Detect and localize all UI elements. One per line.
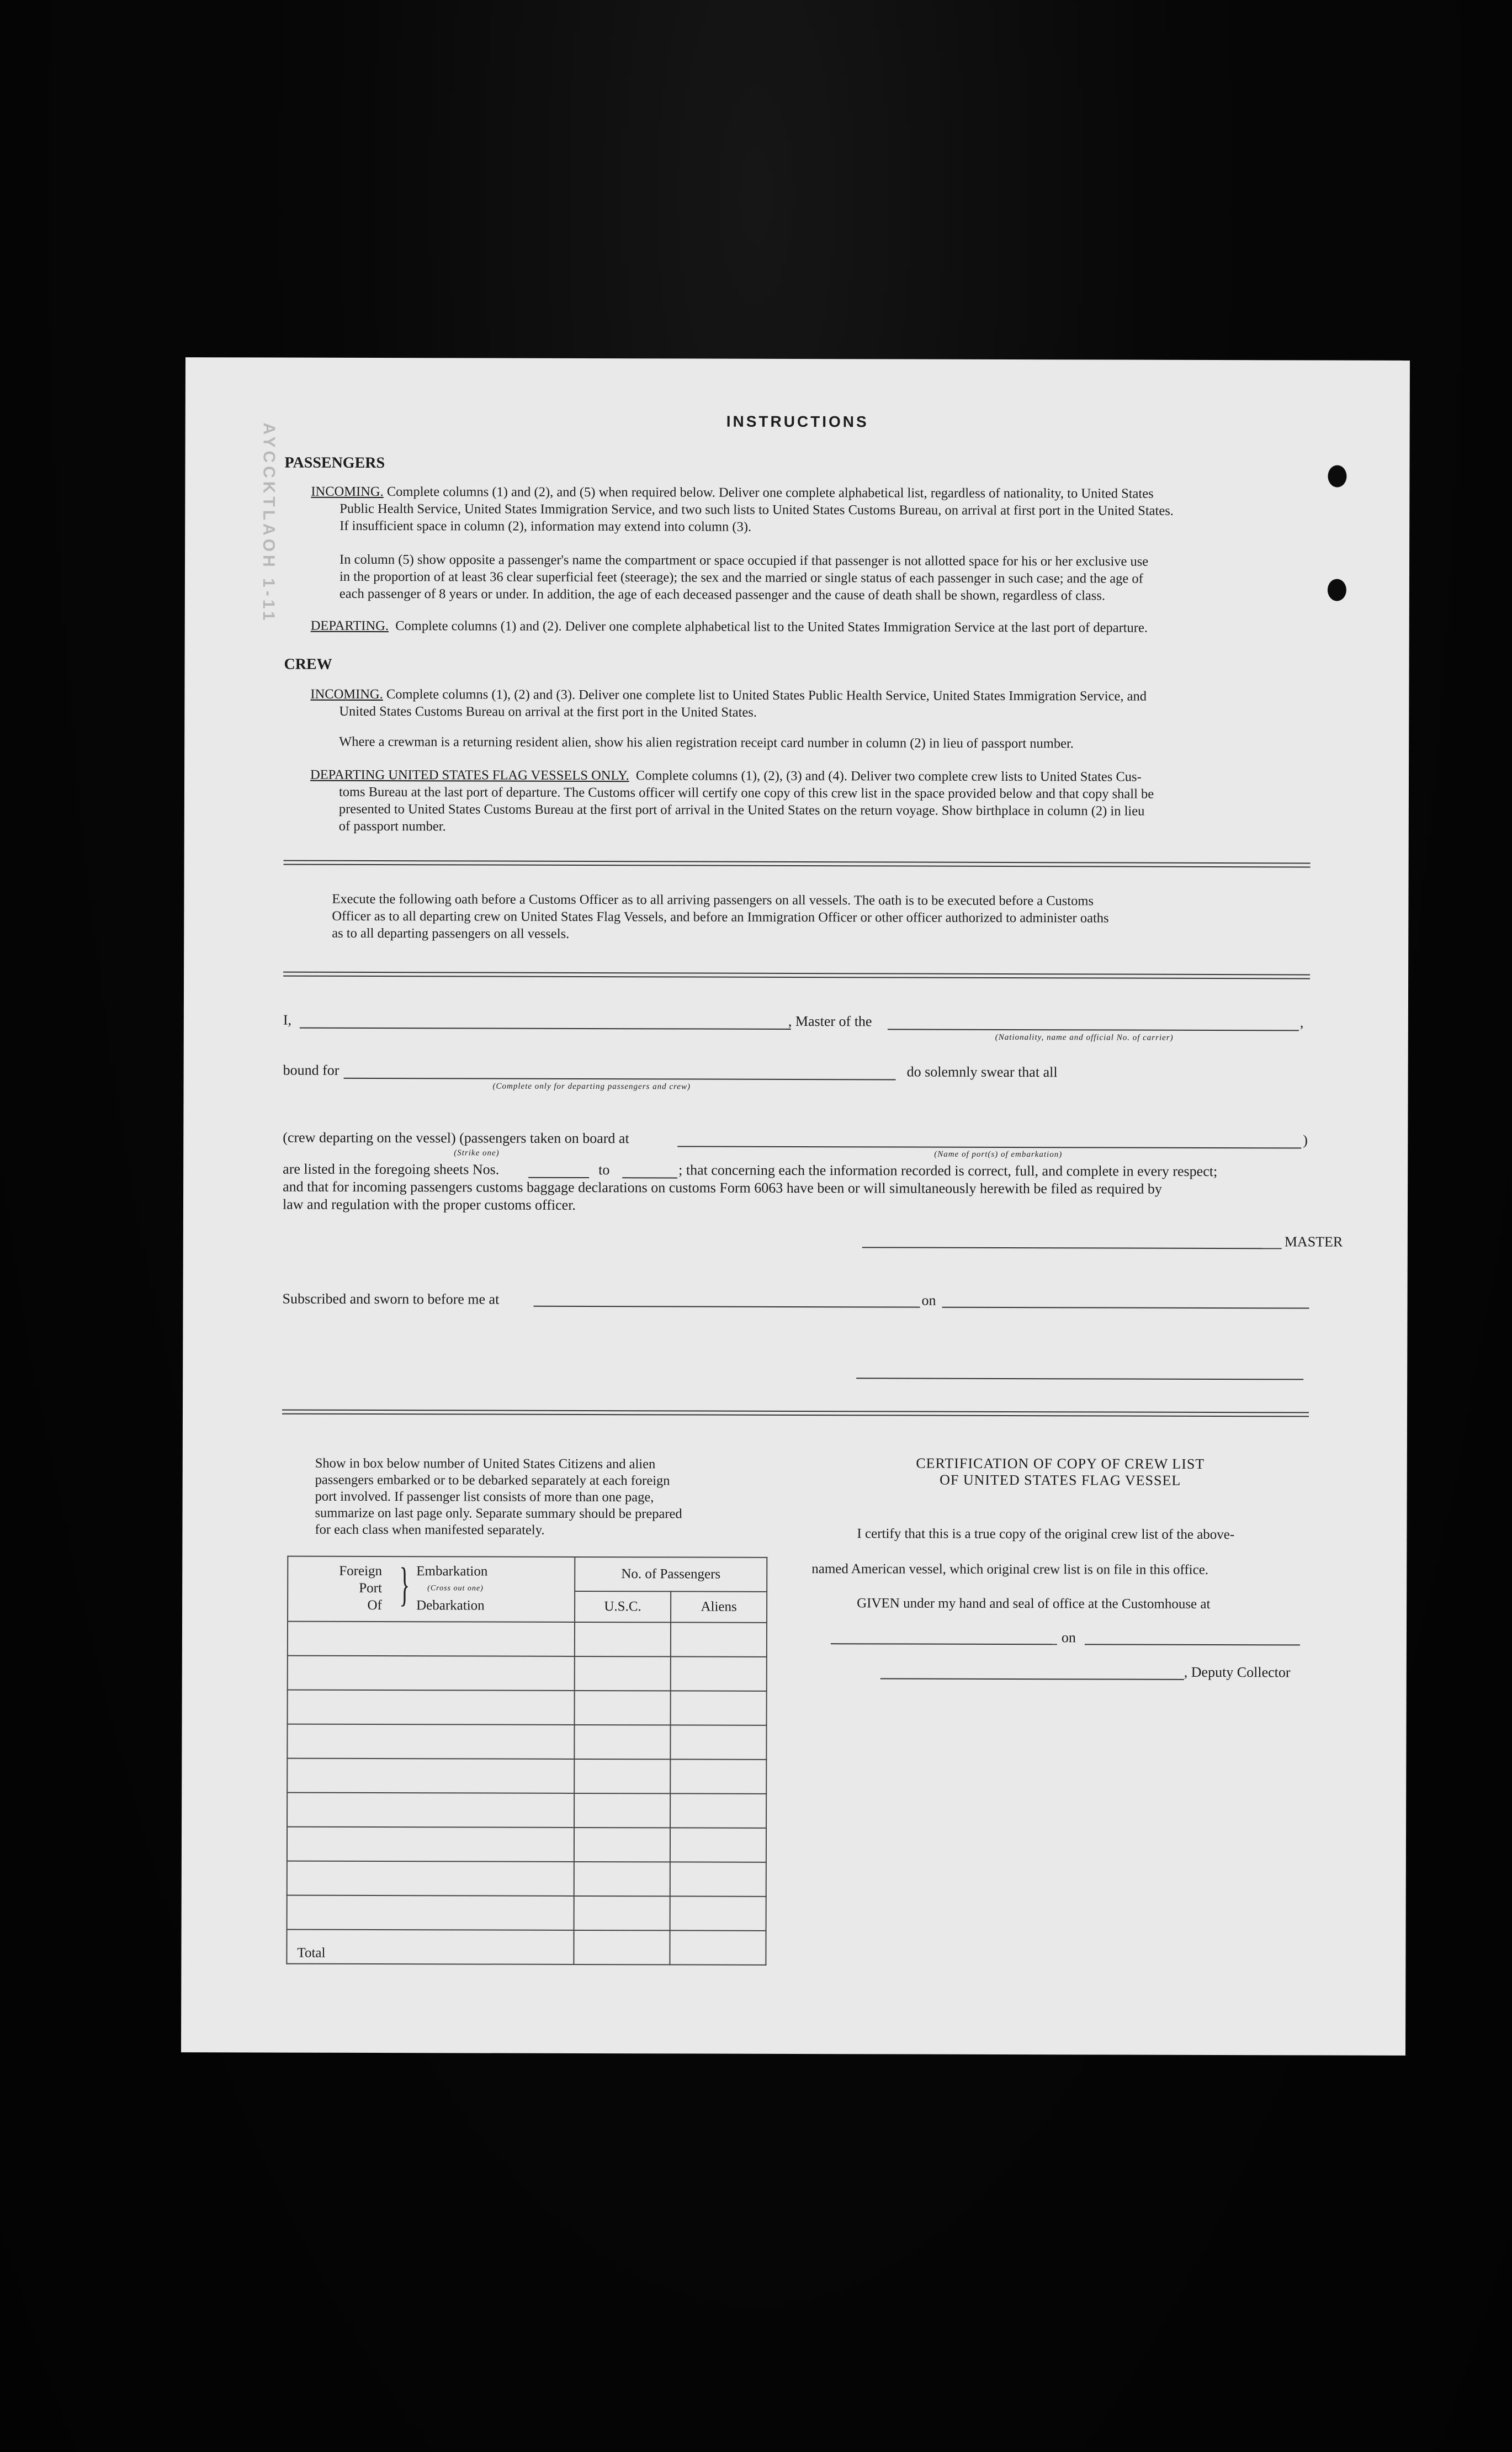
cert-line-3: GIVEN under my hand and seal of office at the Customhouse at	[857, 1596, 1211, 1612]
column5-block: In column (5) show opposite a passenger's name the compartment or space occupied if that passenger is not allotted space for his or her exclusive use in the proportion of at least 36 clear superficial feet (steerage); the sex and the married or single status of each passenger in such case; and the age of each passenger of 8 years or under. In addition, the age of each deceased passenger and the cause of death shall be shown, regardless of class.	[339, 552, 1149, 603]
bound-caption: (Complete only for departing passengers and crew)	[492, 1082, 691, 1092]
master-name-field[interactable]	[300, 1028, 791, 1030]
total-row	[287, 1930, 766, 1965]
document-page: AYCCKTLAOH 1-11 INSTRUCTIONS PASSENGERS INCOMING. Complete columns (1) and (2), and (5) when required below. Deliver one complete alphabetical list, regardless of nationality, to United States Public Health Service, United States Immigration Service, and two such lists to United States Customs Bureau, on arrival at first port in the United States. If insufficient space in column (2), information may extend into column (3). In column (5) show opposite a passenger's name the compartment or space occupied if that passenger is not allotted space for his or her exclusive use in the proportion of at least 36 clear superficial feet (steerage); the sex and the married or single status of each passenger in such case; and the age of each passenger of 8 years or under. In addition, the age of each deceased passenger and the cause of death shall be shown, regardless of class. DEPARTING. Complete columns (1) and (2). Deliver one complete alphabetical list to the United States Immigration Service at the last port of departure. CREW INCOMING. Complete columns (1), (2) and (3). Deliver one complete list to United States Public Health Service, United States Immigration Service, and United States Customs Bureau on arrival at the first port in the United States. Where a crewman is a returning resident alien, show his alien registration receipt card number in column (2) in lieu of passport number. DEPARTING UNITED STATES FLAG VESSELS ONLY. Complete columns (1), (2), (3) and (4). Deliver two complete crew lists to United States Cus- toms Bureau at the last port of departure. The Customs officer will certify one copy of this crew list in the space provided below and that copy shall be presented to United States Customs Bureau at the first port of arrival in the United States on the return voyage. Show birthplace in column (2) in lieu of passport number. Execute the following oath before a Customs Officer as to all arriving passengers on all vessels. The oath is to be executed before a Customs Officer as to all departing crew on United States Flag Vessels, and before an Immigration Officer or other officer authorized to administer oaths as to all departing passengers on all vessels. I, , Master of the , (Nationality, name and official No. of carrier) bound for do solemnly swear that all (Complete only for departing passengers and crew) (crew departing on the vessel) (passengers taken on board at ) (Strike one) (Name of port(s) of embarkation) are listed in the foregoing sheets Nos. to ; that concerning each the information recorded is correct, full, and complete in every respect; and that for incoming passengers customs baggage declarations on customs Form 6063 have been or will simultaneously herewith be filed as required by law and regulation with the proper customs officer. MASTER Subscribed and sworn to before me at on Show in box below number of United States Citizens and alien passengers embarked or to be debarked separately at each foreign port involved. If passenger list consists of more than one page, summarize on last page only. Separate summary should be prepared for each class when manifested separately. Foreign Port Of } Embarkation (Cross out one) Debarkation No. of Passengers U.S.C. Aliens Total CERTIFICATION OF COPY OF CREW LIST OF UNITED STATES FLAG VESSEL I certify that this is a true copy of the original crew list of the above- named American vessel, which original crew list is on file in this office. GIVEN under my hand and seal of office at the Customhouse at on , Deputy Collector	[181, 357, 1410, 2056]
master-of-the-label: , Master of the	[788, 1013, 872, 1030]
brace: }	[399, 1558, 410, 1611]
crew-incoming-block: INCOMING. Complete columns (1), (2) and (3). Deliver one complete list to United States Public Health Service, United States Immigration Service, and United States Customs Bureau on arrival at the first port in the United States.	[310, 686, 1147, 720]
customhouse-field[interactable]	[831, 1643, 1057, 1645]
officer-signature-field[interactable]	[856, 1378, 1303, 1380]
deputy-collector-label: , Deputy Collector	[1184, 1664, 1291, 1681]
subscribed-place-field[interactable]	[534, 1306, 920, 1308]
divider-3	[282, 1410, 1309, 1417]
certification-title: CERTIFICATION OF COPY OF CREW LIST OF UNITED STATES FLAG VESSEL	[916, 1455, 1205, 1489]
page-title: INSTRUCTIONS	[726, 412, 869, 431]
usc-header: U.S.C.	[575, 1591, 671, 1622]
sheet-to-field[interactable]	[622, 1177, 677, 1178]
master-label: MASTER	[1284, 1233, 1343, 1250]
bound-for-label: bound for	[283, 1062, 339, 1078]
passenger-summary-table	[286, 1556, 767, 1966]
oath-i: I,	[283, 1011, 292, 1028]
divider-1	[284, 860, 1311, 868]
cert-line-1: I certify that this is a true copy of the original crew list of the above-	[857, 1526, 1235, 1543]
divider-2	[283, 972, 1310, 979]
passengers-incoming-block: INCOMING. Complete columns (1) and (2), and (5) when required below. Deliver one complete alphabetical list, regardless of nationality, to United States Public Health Service, United States Immigration Service, and two such lists to United States Customs Bureau, on arrival at first port in the United States. If insufficient space in column (2), information may extend into column (3).	[311, 484, 1174, 534]
passengers-heading: PASSENGERS	[284, 454, 385, 472]
table-row	[288, 1656, 767, 1691]
cert-date-field[interactable]	[1085, 1644, 1300, 1645]
table-row	[287, 1793, 766, 1828]
side-stamp: AYCCKTLAOH 1-11	[259, 422, 278, 624]
bound-for-field[interactable]	[344, 1078, 896, 1081]
table-row	[288, 1690, 767, 1725]
aliens-header: Aliens	[671, 1591, 767, 1622]
passengers-incoming-label: INCOMING.	[311, 484, 384, 500]
no-passengers-header: No. of Passengers	[575, 1557, 767, 1592]
summary-note: Show in box below number of United States Citizens and alien passengers embarked or to be debarked separately at each foreign port involved. If passenger list consists of more than one page, summarize on last page only. Separate summary should be prepared for each class when manifested separately.	[315, 1455, 682, 1538]
table-row	[287, 1861, 766, 1897]
table-row	[287, 1827, 766, 1862]
port-header: Foreign Port Of } Embarkation (Cross out one) Debarkation	[288, 1556, 575, 1622]
passengers-departing: DEPARTING. Complete columns (1) and (2). Deliver one complete alphabetical list to the United States Immigration Service at the last port of departure.	[310, 618, 1148, 635]
punch-hole-top	[1328, 465, 1346, 488]
swear-label: do solemnly swear that all	[906, 1063, 1058, 1081]
subscribed-date-field[interactable]	[942, 1307, 1309, 1309]
sheet-from-field[interactable]	[528, 1177, 589, 1178]
carrier-field[interactable]	[888, 1029, 1299, 1031]
total-label: Total	[287, 1930, 574, 1964]
deputy-signature-field[interactable]	[880, 1678, 1184, 1680]
crew-departing-block: DEPARTING UNITED STATES FLAG VESSELS ONLY. Complete columns (1), (2), (3) and (4). Deliver two complete crew lists to United States Cus- toms Bureau at the last port of departure. The Customs officer will certify one copy of this crew list in the space provided below and that copy shall be presented to United States Customs Bureau at the first port of arrival in the United States on the return voyage. Show birthplace in column (2) in lieu of passport number.	[310, 767, 1154, 834]
master-signature-field[interactable]	[862, 1247, 1282, 1249]
oath-intro: Execute the following oath before a Customs Officer as to all arriving passengers on all vessels. The oath is to be executed before a Customs Officer as to all departing crew on United States Flag Vessels, and before an Immigration Officer or other officer authorized to administer oaths as to all departing passengers on all vessels.	[332, 891, 1109, 941]
subscribed-label: Subscribed and sworn to before me at	[282, 1290, 500, 1307]
crew-passengers-label: (crew departing on the vessel) (passengers taken on board at	[283, 1129, 629, 1147]
table-row	[287, 1759, 766, 1794]
strike-caption: (Strike one)	[454, 1148, 500, 1158]
table-row	[288, 1622, 767, 1657]
table-row	[287, 1724, 766, 1760]
port-caption: (Name of port(s) of embarkation)	[934, 1150, 1063, 1159]
crew-resident: Where a crewman is a returning resident alien, show his alien registration receipt card number in column (2) in lieu of passport number.	[339, 734, 1074, 751]
carrier-caption: (Nationality, name and official No. of carrier)	[995, 1032, 1174, 1042]
table-row	[287, 1895, 766, 1931]
listed-line-1: are listed in the foregoing sheets Nos.	[283, 1161, 500, 1178]
crew-heading: CREW	[284, 655, 332, 673]
punch-hole-bottom	[1328, 579, 1346, 601]
embarkation-port-field[interactable]	[677, 1146, 1301, 1148]
cert-line-2: named American vessel, which original crew list is on file in this office.	[811, 1561, 1209, 1577]
